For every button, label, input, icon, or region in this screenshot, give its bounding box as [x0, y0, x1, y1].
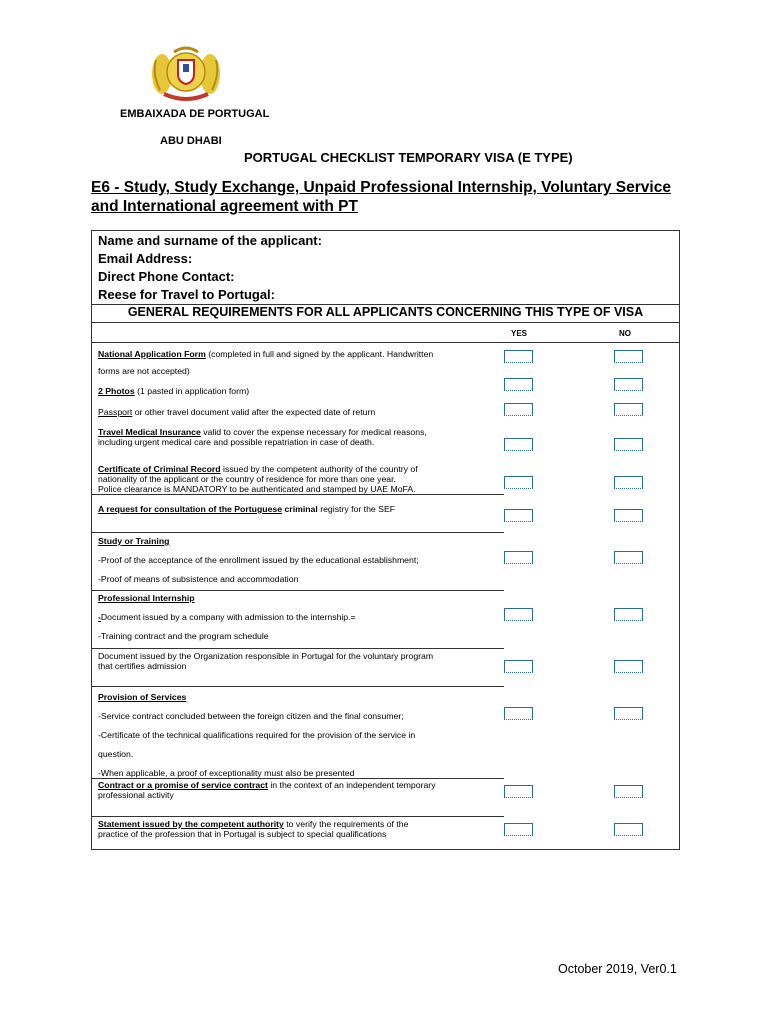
requirement-medical-insurance: Travel Medical Insurance valid to cover the expense necessary for medical reasons, including urgent medical care and possible repatriation in case of death.	[98, 427, 427, 447]
requirement-text: -When applicable, a proof of exceptionality must also be presented	[98, 768, 355, 778]
no-checkbox[interactable]	[614, 438, 643, 451]
requirement-text: -Certificate of the technical qualifications required for the provision of the service in	[98, 730, 416, 740]
requirement-application-form: National Application Form (completed in full and signed by the applicant. Handwritten	[98, 349, 434, 359]
requirement-text: forms are not accepted)	[98, 366, 190, 376]
general-requirements-heading: GENERAL REQUIREMENTS FOR ALL APPLICANTS CONCERNING THIS TYPE OF VISA	[127, 305, 644, 319]
requirement-service-contract: Contract or a promise of service contract in the context of an independent temporary professional activity	[98, 780, 436, 800]
no-checkbox[interactable]	[614, 551, 643, 564]
requirement-text: -Proof of the acceptance of the enrollment issued by the educational establishment;	[98, 555, 419, 565]
no-checkbox[interactable]	[614, 785, 643, 798]
yes-checkbox[interactable]	[504, 378, 533, 391]
yes-checkbox[interactable]	[504, 438, 533, 451]
requirement-text: -Training contract and the program schedule	[98, 631, 269, 641]
yes-checkbox[interactable]	[504, 476, 533, 489]
embassy-city: ABU DHABI	[160, 135, 222, 147]
divider	[91, 532, 504, 533]
yes-checkbox[interactable]	[504, 785, 533, 798]
no-checkbox[interactable]	[614, 378, 643, 391]
no-checkbox[interactable]	[614, 707, 643, 720]
yes-checkbox[interactable]	[504, 551, 533, 564]
requirement-text: -Service contract concluded between the foreign citizen and the final consumer;	[98, 711, 404, 721]
requirement-study-title: Study or Training	[98, 536, 170, 546]
coat-of-arms-icon	[150, 44, 222, 102]
divider	[91, 778, 504, 779]
yes-checkbox[interactable]	[504, 660, 533, 673]
requirement-criminal-record: Certificate of Criminal Record issued by the competent authority of the country of nationality of the applicant or the country of residence for more than one year. Police clearance is MANDATORY to be authenticated and stamped by UAE MoFA.	[98, 464, 418, 494]
yes-checkbox[interactable]	[504, 509, 533, 522]
requirement-text: question.	[98, 749, 134, 759]
travel-reason-label: Reese for Travel to Portugal:	[98, 287, 275, 302]
requirement-competent-authority: Statement issued by the competent authority to verify the requirements of the practice of the profession that in Portugal is subject to special qualifications	[98, 819, 409, 839]
yes-checkbox[interactable]	[504, 403, 533, 416]
divider	[91, 686, 504, 687]
requirement-voluntary-program: Document issued by the Organization responsible in Portugal for the voluntary program that certifies admission	[98, 651, 434, 671]
no-checkbox[interactable]	[614, 660, 643, 673]
requirement-photos: 2 Photos (1 pasted in application form)	[98, 386, 250, 396]
document-title: E6 - Study, Study Exchange, Unpaid Professional Internship, Voluntary Service and International agreement with PT	[91, 179, 671, 215]
divider	[91, 322, 680, 323]
requirement-text: -Proof of means of subsistence and accommodation	[98, 574, 299, 584]
phone-label: Direct Phone Contact:	[98, 269, 235, 284]
yes-checkbox[interactable]	[504, 350, 533, 363]
no-checkbox[interactable]	[614, 350, 643, 363]
form-frame	[91, 230, 680, 850]
requirement-internship-title: Professional Internship	[98, 593, 195, 603]
requirement-passport: Passport or other travel document valid after the expected date of return	[98, 407, 376, 417]
applicant-name-label: Name and surname of the applicant:	[98, 233, 322, 248]
requirement-sef-consultation: A request for consultation of the Portuguese criminal registry for the SEF	[98, 504, 396, 514]
yes-column-header: YES	[511, 329, 528, 338]
requirement-services-title: Provision of Services	[98, 692, 187, 702]
yes-checkbox[interactable]	[504, 707, 533, 720]
no-checkbox[interactable]	[614, 509, 643, 522]
embassy-name: EMBAIXADA DE PORTUGAL	[120, 108, 270, 120]
requirement-text: -Document issued by a company with admission to the internship.=	[98, 612, 356, 622]
divider	[91, 590, 504, 591]
yes-checkbox[interactable]	[504, 823, 533, 836]
divider	[91, 648, 504, 649]
divider	[91, 816, 504, 817]
no-checkbox[interactable]	[614, 403, 643, 416]
email-label: Email Address:	[98, 251, 193, 266]
divider	[91, 342, 680, 343]
checklist-title: PORTUGAL CHECKLIST TEMPORARY VISA (E TYPE)	[244, 150, 573, 165]
no-column-header: NO	[619, 329, 631, 338]
version-footer: October 2019, Ver0.1	[558, 962, 677, 976]
yes-checkbox[interactable]	[504, 608, 533, 621]
no-checkbox[interactable]	[614, 823, 643, 836]
no-checkbox[interactable]	[614, 476, 643, 489]
no-checkbox[interactable]	[614, 608, 643, 621]
divider	[91, 494, 504, 495]
